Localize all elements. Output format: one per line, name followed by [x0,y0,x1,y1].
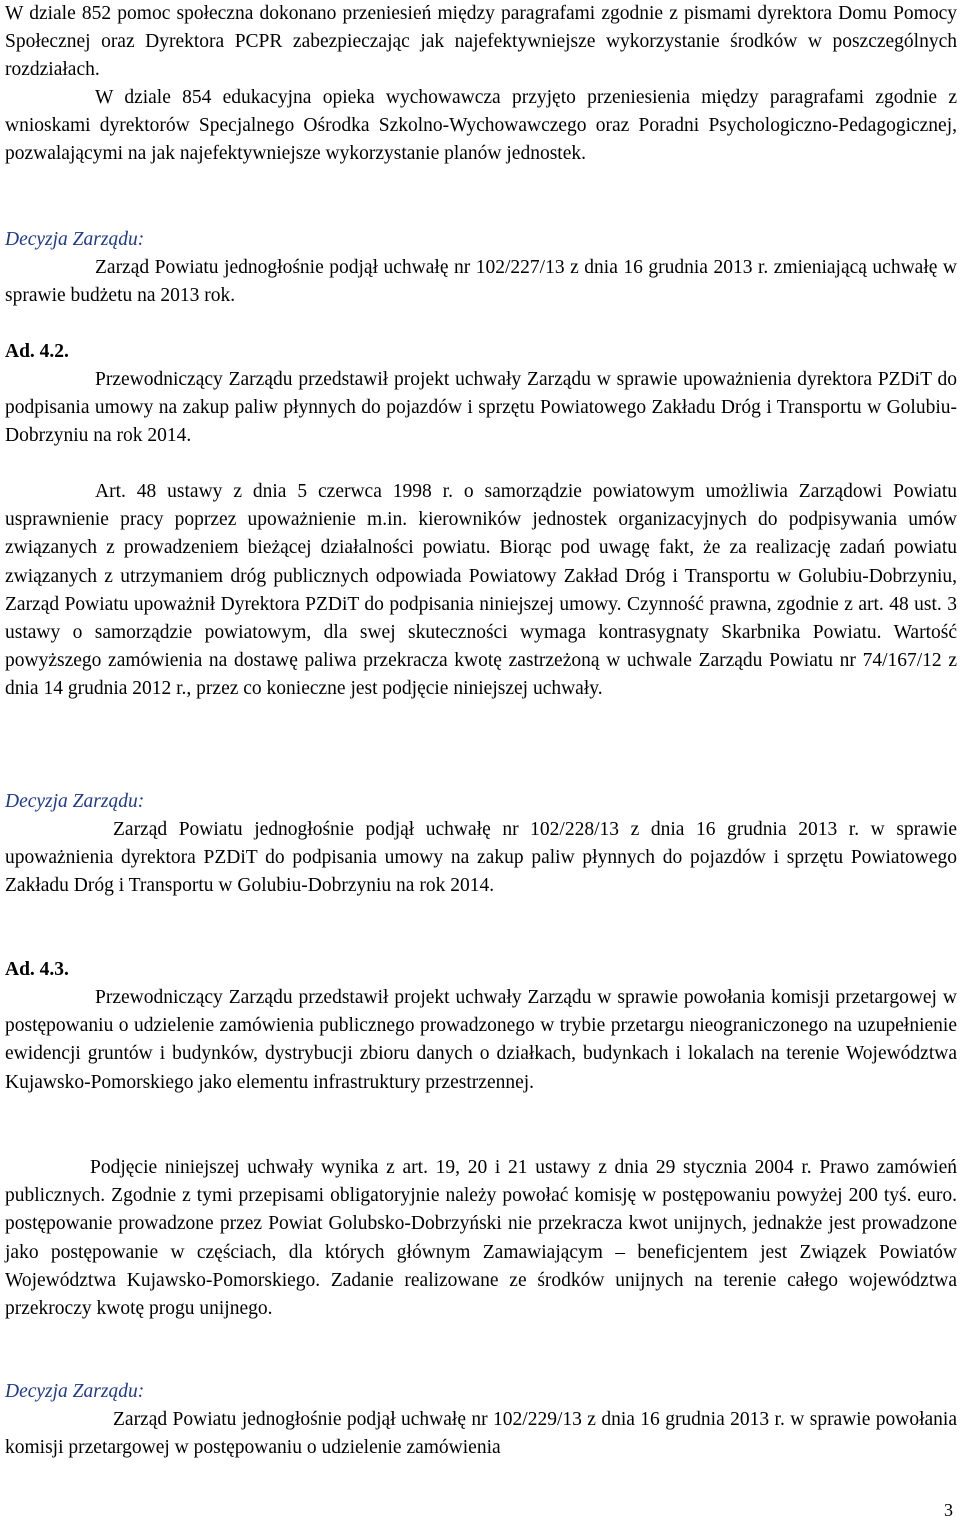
paragraph-prawo-zamowien: Podjęcie niniejszej uchwały wynika z art. 19, 20 i 21 ustawy z dnia 29 stycznia 2004 r. Prawo zamówień publicznych. Zgodnie z tymi przepisami obligatoryjnie należy powołać komisję w postępowaniu powyżej 200 tyś. euro. postępowanie prowadzone przez Powiat Golubsko-Dobrzyński nie przekracza kwot unijnych, jednakże jest prowadzone jako postępowanie w częściach, dla których głównym Zamawiającym – beneficjentem jest Związek Powiatów Województwa Kujawsko-Pomorskiego. Zadanie realizowane ze środków unijnych na terenie całego województwa przekroczy kwotę progu unijnego. [5,1157,957,1320]
decision-text-2: Zarząd Powiatu jednogłośnie podjął uchwałę nr 102/228/13 z dnia 16 grudnia 2013 r. w sprawie upoważnienia dyrektora PZDiT do podpisania umowy na zakup paliw płynnych do pojazdów i sprzętu Powiatowego Zakładu Dróg i Transportu w Golubiu-Dobrzyniu na rok 2014. [5,819,957,897]
paragraph-dzial-852: W dziale 852 pomoc społeczna dokonano przeniesień między paragrafami zgodnie z pismami dyrektora Domu Pomocy Społecznej oraz Dyrektora PCPR zabezpieczając jak najefektywniejsze wykorzystanie środków w poszczególnych rozdziałach. [5,3,957,81]
section-heading-ad-4-3: Ad. 4.3. [5,959,69,980]
paragraph-dzial-854: W dziale 854 edukacyjna opieka wychowawcza przyjęto przeniesienia między paragrafami zgodnie z wnioskami dyrektorów Specjalnego Ośrodka Szkolno-Wychowawczego oraz Poradni Psychologiczno-Pedagogicznej, pozwalającymi na jak najefektywniejsze wykorzystanie planów jednostek. [5,87,957,165]
decision-text-3: Zarząd Powiatu jednogłośnie podjął uchwałę nr 102/229/13 z dnia 16 grudnia 2013 r. w sprawie powołania komisji przetargowej w postępowaniu o udzielenie zamówienia [5,1409,957,1459]
paragraph-ad-4-3-intro: Przewodniczący Zarządu przedstawił projekt uchwały Zarządu w sprawie powołania komisji przetargowej w postępowaniu o udzielenie zamówienia publicznego prowadzonego w trybie przetargu nieograniczonego na uzupełnienie ewidencji gruntów i budynków, dystrybucji zbioru danych o działkach, budynkach i lokalach na terenie Województwa Kujawsko-Pomorskiego jako elementu infrastruktury przestrzennej. [5,987,957,1093]
decision-text-1: Zarząd Powiatu jednogłośnie podjął uchwałę nr 102/227/13 z dnia 16 grudnia 2013 r. zmieniającą uchwałę w sprawie budżetu na 2013 rok. [5,257,957,307]
paragraph-ad-4-2-intro: Przewodniczący Zarządu przedstawił projekt uchwały Zarządu w sprawie upoważnienia dyrektora PZDiT do podpisania umowy na zakup paliw płynnych do pojazdów i sprzętu Powiatowego Zakładu Dróg i Transportu w Golubiu-Dobrzyniu na rok 2014. [5,369,957,447]
section-heading-ad-4-2: Ad. 4.2. [5,341,69,362]
decision-label-2: Decyzja Zarządu: [5,791,145,812]
page-number: 3 [944,1500,953,1520]
decision-label-1: Decyzja Zarządu: [5,229,145,250]
paragraph-art-48: Art. 48 ustawy z dnia 5 czerwca 1998 r. o samorządzie powiatowym umożliwia Zarządowi Powiatu usprawnienie pracy poprzez upoważnienie m.in. kierowników jednostek organizacyjnych do podpisywania umów związanych z prowadzeniem bieżącej działalności powiatu. Biorąc pod uwagę fakt, że za realizację zadań powiatu związanych z utrzymaniem dróg publicznych odpowiada Powiatowy Zakład Dróg i Transportu w Golubiu-Dobrzyniu, Zarząd Powiatu upoważnił Dyrektora PZDiT do podpisania niniejszej umowy. Czynność prawna, zgodnie z art. 48 ust. 3 ustawy o samorządzie powiatowym, dla swej skuteczności wymaga kontrasygnaty Skarbnika Powiatu. Wartość powyższego zamówienia na dostawę paliwa przekracza kwotę zastrzeżoną w uchwale Zarządu Powiatu nr 74/167/12 z dnia 14 grudnia 2012 r., przez co konieczne jest podjęcie niniejszej uchwały. [5,481,957,700]
decision-label-3: Decyzja Zarządu: [5,1381,145,1402]
